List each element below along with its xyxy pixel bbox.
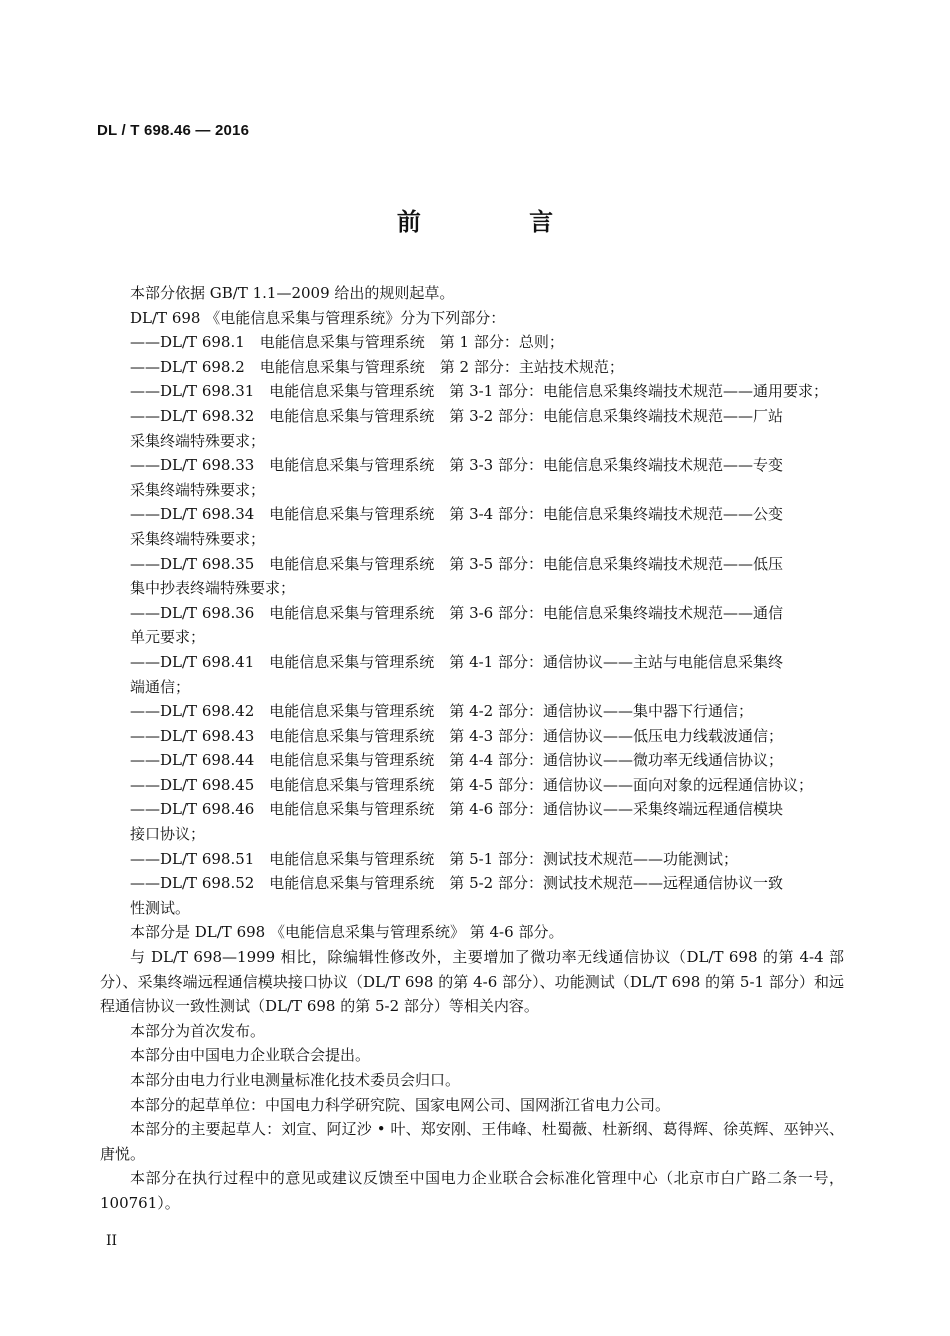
list-item-text: ——DL/T 698.44 电能信息采集与管理系统 第 4-4 部分：通信协议——微功率无线通信协议； (130, 751, 783, 770)
list-item-text: ——DL/T 698.33 电能信息采集与管理系统 第 3-3 部分：电能信息采集终端技术规范——专变 (130, 456, 783, 475)
list-item-text: ——DL/T 698.31 电能信息采集与管理系统 第 3-1 部分：电能信息采集终端技术规范——通用要求； (130, 382, 828, 401)
list-item (100, 404, 844, 453)
list-item (100, 871, 844, 920)
list-item-text: ——DL/T 698.32 电能信息采集与管理系统 第 3-2 部分：电能信息采集终端技术规范——厂站 (130, 406, 783, 425)
paragraph: 本部分的主要起草人：刘宣、阿辽沙 • 叶、郑安刚、王伟峰、杜蜀薇、杜新纲、葛得辉、徐英辉、巫钟兴、唐悦。 (100, 1120, 844, 1163)
list-item-text: ——DL/T 698.34 电能信息采集与管理系统 第 3-4 部分：电能信息采集终端技术规范——公变 (130, 505, 783, 524)
list-item (100, 355, 844, 380)
paragraph: 本部分为首次发布。 (130, 1021, 266, 1040)
list-item (100, 453, 844, 502)
list-item-text: ——DL/T 698.46 电能信息采集与管理系统 第 4-6 部分：通信协议——采集终端远程通信模块 (130, 800, 783, 819)
paragraph: 本部分的起草单位：中国电力科学研究院、国家电网公司、国网浙江省电力公司。 (130, 1095, 671, 1114)
parts-list (100, 330, 844, 920)
list-item-text: ——DL/T 698.2 电能信息采集与管理系统 第 2 部分：主站技术规范； (130, 357, 624, 376)
list-item (100, 330, 844, 355)
document-id: DL / T 698.46 — 2016 (97, 122, 250, 139)
paragraph: 与 DL/T 698—1999 相比，除编辑性修改外，主要增加了微功率无线通信协议（DL/T 698 的第 4-4 部分）、采集终端远程通信模块接口协议（DL/T 698 的第 4-6 部分）、功能测试（DL/T 698 的第 5-1 部分）和远程通信协议一致性测试（DL/T 698 的第 5-2 部分）等相关内容。 (100, 948, 844, 1016)
intro-line: DL/T 698 《电能信息采集与管理系统》分为下列部分： (130, 308, 506, 327)
list-item (100, 502, 844, 551)
list-item (100, 797, 844, 846)
list-item-text: ——DL/T 698.51 电能信息采集与管理系统 第 5-1 部分：测试技术规范——功能测试； (130, 849, 738, 868)
list-item (100, 847, 844, 872)
list-item-text: ——DL/T 698.35 电能信息采集与管理系统 第 3-5 部分：电能信息采集终端技术规范——低压 (130, 554, 783, 573)
list-item-continuation: 采集终端特殊要求； (130, 431, 266, 450)
page-number: II (106, 1233, 118, 1249)
list-item-continuation: 集中抄表终端特殊要求； (130, 579, 296, 598)
list-item-continuation: 性测试。 (130, 898, 191, 917)
list-item (100, 773, 844, 798)
list-item-continuation: 采集终端特殊要求； (130, 529, 266, 548)
list-item-text: ——DL/T 698.52 电能信息采集与管理系统 第 5-2 部分：测试技术规范——远程通信协议一致 (130, 874, 783, 893)
list-item (100, 601, 844, 650)
list-item-text: ——DL/T 698.45 电能信息采集与管理系统 第 4-5 部分：通信协议——面向对象的远程通信协议； (130, 775, 813, 794)
list-item (100, 552, 844, 601)
list-item-text: ——DL/T 698.42 电能信息采集与管理系统 第 4-2 部分：通信协议——集中器下行通信； (130, 702, 753, 721)
paragraph: 本部分在执行过程中的意见或建议反馈至中国电力企业联合会标准化管理中心（北京市白广路二条一号，100761）。 (100, 1169, 844, 1212)
list-item (100, 724, 844, 749)
list-item-text: ——DL/T 698.1 电能信息采集与管理系统 第 1 部分：总则； (130, 333, 564, 352)
paragraph: 本部分由中国电力企业联合会提出。 (130, 1046, 371, 1065)
paragraph: 本部分是 DL/T 698 《电能信息采集与管理系统》 第 4-6 部分。 (130, 923, 564, 942)
list-item (100, 650, 844, 699)
list-item (100, 699, 844, 724)
paragraph: 本部分由电力行业电测量标准化技术委员会归口。 (130, 1071, 461, 1089)
list-item-text: ——DL/T 698.41 电能信息采集与管理系统 第 4-1 部分：通信协议——主站与电能信息采集终 (130, 652, 783, 671)
page-title: 前 言 (396, 207, 604, 236)
intro-line: 本部分依据 GB/T 1.1—2009 给出的规则起草。 (130, 284, 455, 302)
list-item (100, 748, 844, 773)
list-item-continuation: 端通信； (130, 677, 191, 696)
list-item-continuation: 接口协议； (130, 825, 206, 844)
list-item-text: ——DL/T 698.43 电能信息采集与管理系统 第 4-3 部分：通信协议——低压电力线载波通信； (130, 726, 783, 745)
foreword-body (100, 281, 844, 1216)
list-item-continuation: 单元要求； (130, 628, 206, 647)
list-item-text: ——DL/T 698.36 电能信息采集与管理系统 第 3-6 部分：电能信息采集终端技术规范——通信 (130, 603, 783, 622)
list-item (100, 379, 844, 404)
list-item-continuation: 采集终端特殊要求； (130, 480, 266, 499)
